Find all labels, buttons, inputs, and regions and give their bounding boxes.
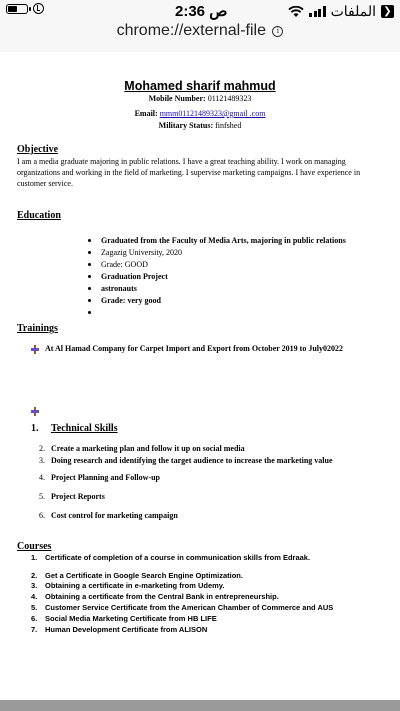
education-item: Grade: GOOD: [88, 259, 346, 271]
skills-heading: [31, 423, 118, 434]
course-number: 3.: [31, 581, 38, 590]
email-line: [0, 109, 400, 118]
education-item: Graduated from the Faculty of Media Arts, majoring in public relations: [88, 235, 346, 247]
course-number: 2.: [31, 571, 38, 580]
mobile-label: Mobile Number:: [148, 94, 206, 103]
course-text: Obtaining a certificate in e-marketing from Udemy.: [45, 581, 225, 590]
course-text: Certificate of completion of a course in communication skills from Edraak.: [45, 553, 311, 562]
status-left: [6, 3, 44, 14]
skill-text: Project Planning and Follow-up: [51, 473, 160, 482]
course-number: 7.: [31, 625, 38, 634]
bottom-toolbar: [0, 700, 400, 711]
military-label: Military Status:: [158, 121, 214, 130]
objective-line: customer service.: [17, 179, 73, 188]
course-text: Customer Service Certificate from the American Chamber of Commerce and AUS: [45, 603, 334, 612]
skill-item: [31, 444, 245, 453]
courses-heading: Courses: [17, 541, 52, 552]
document-page: [0, 52, 400, 700]
info-icon[interactable]: i: [272, 26, 283, 37]
objective-text: [17, 156, 400, 189]
pushpin-icon: [31, 407, 39, 416]
objective-line: organizations and working in the field of marketing. I supervise marketing campaigns. I have experience in: [17, 168, 361, 177]
course-item: [31, 581, 224, 590]
military-line: [0, 121, 400, 130]
back-to-app-label[interactable]: الملفات: [330, 3, 376, 19]
skill-number: 3.: [39, 456, 45, 465]
course-item: [31, 592, 279, 601]
skills-heading-text: Technical Skills: [51, 423, 118, 434]
skill-number: 4.: [39, 473, 45, 482]
skill-text: Create a marketing plan and follow it up on social media: [51, 444, 245, 453]
mobile-value: 01121489323: [207, 94, 252, 103]
objective-heading: Objective: [17, 144, 59, 155]
education-item: [88, 307, 346, 319]
course-item: [31, 553, 310, 562]
resume-name: Mohamed sharif mahmud: [124, 79, 276, 93]
education-heading: Education: [17, 210, 61, 221]
status-time: 2:36 ص: [175, 3, 228, 20]
pushpin-icon: [31, 345, 39, 354]
education-list: [88, 235, 346, 319]
course-text: Social Media Marketing Certificate from HB LIFE: [45, 614, 217, 623]
skill-number: 2.: [39, 444, 45, 453]
orientation-lock-icon: [33, 3, 44, 14]
objective-line: I am a media graduate majoring in public relations. I have a great teaching ability. I work on managing: [17, 157, 346, 166]
email-link[interactable]: mmm01121489323@gmail .com: [159, 109, 266, 118]
military-value: finfshed: [215, 121, 242, 130]
skill-item: [31, 511, 178, 520]
skill-text: Project Reports: [51, 492, 105, 501]
url-text[interactable]: chrome://external-file: [116, 22, 266, 39]
url-bar[interactable]: [0, 22, 400, 50]
back-to-app-icon[interactable]: ❯: [381, 5, 394, 18]
course-number: 1.: [31, 553, 38, 562]
skill-number: 6.: [39, 511, 45, 520]
education-item: astronauts: [88, 283, 346, 295]
course-number: 4.: [31, 592, 38, 601]
email-label: Email:: [134, 109, 158, 118]
training-text: At Al Hamad Company for Carpet Import and Export from October 2019 to July02022: [45, 344, 343, 353]
skill-item: [31, 456, 333, 465]
skill-item: [31, 492, 105, 501]
course-text: Obtaining a certificate from the Central Bank in entrepreneurship.: [45, 592, 279, 601]
trainings-heading: Trainings: [17, 323, 58, 334]
status-bar: [0, 0, 400, 22]
training-item: [31, 344, 343, 354]
course-number: 5.: [31, 603, 38, 612]
course-item: [31, 614, 217, 623]
skills-number: 1.: [31, 423, 39, 434]
skill-number: 5.: [39, 492, 45, 501]
skill-item: [31, 473, 160, 482]
course-item: [31, 603, 333, 612]
battery-level: [8, 6, 17, 12]
battery-icon: [6, 4, 28, 14]
course-text: Human Development Certificate from ALISON: [45, 625, 208, 634]
skill-text: Doing research and identifying the target audience to increase the marketing value: [51, 456, 333, 465]
course-item: [31, 625, 207, 634]
education-item: Zagazig University, 2020: [88, 247, 346, 259]
status-right: [288, 3, 394, 20]
mobile-line: [0, 94, 400, 103]
education-item: Graduation Project: [88, 271, 346, 283]
course-number: 6.: [31, 614, 38, 623]
course-item: [31, 571, 243, 580]
skill-text: Cost control for marketing campaign: [51, 511, 178, 520]
course-text: Get a Certificate in Google Search Engine Optimization.: [45, 571, 243, 580]
education-item: Grade: very good: [88, 295, 346, 307]
signal-icon: [309, 6, 326, 17]
wifi-icon: [288, 6, 304, 18]
